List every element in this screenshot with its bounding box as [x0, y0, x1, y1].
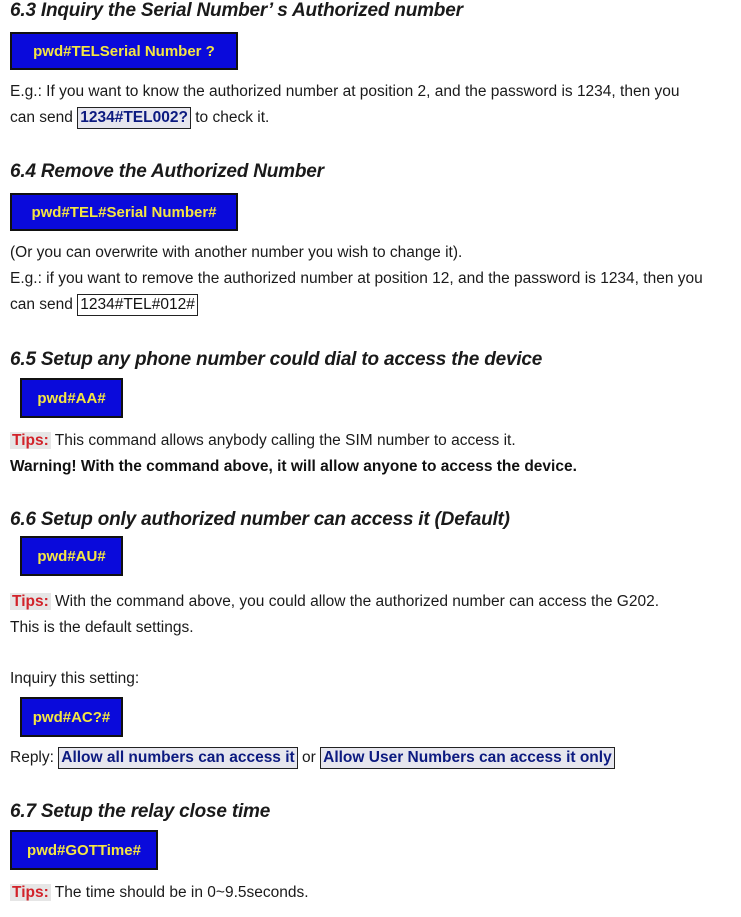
send-prefix: can send [10, 296, 78, 313]
reply-line [10, 745, 615, 771]
send-prefix: can send [10, 109, 78, 126]
tips-label: Tips: [12, 884, 49, 901]
tips-label: Tips: [12, 593, 49, 610]
inquiry-setting-label: Inquiry this setting: [10, 670, 140, 687]
command-box-aa: pwd#AA# [20, 378, 123, 418]
reply-option-allow-user: Allow User Numbers can access it only [320, 747, 615, 769]
section-6-3-heading: 6.3 Inquiry the Serial Number’ s Authorized number [10, 0, 463, 21]
send-suffix: to check it. [190, 109, 270, 126]
command-box-gottime: pwd#GOTTime# [10, 830, 158, 870]
section-6-4-heading: 6.4 Remove the Authorized Number [10, 161, 324, 182]
inline-code-1234-tel-012: 1234#TEL#012# [77, 294, 198, 316]
section-6-7-heading: 6.7 Setup the relay close time [10, 801, 271, 822]
tips-label: Tips: [12, 432, 49, 449]
command-box-tel-serial-inquiry: pwd#TELSerial Number ? [10, 32, 238, 70]
tips-text: The time should be in 0~9.5seconds. [50, 884, 309, 901]
reply-option-allow-all: Allow all numbers can access it [58, 747, 297, 769]
section-6-4-example-line2 [10, 292, 198, 318]
section-6-7-tips [10, 880, 309, 906]
section-6-3-example-line2 [10, 105, 269, 131]
reply-label: Reply: [10, 749, 59, 766]
inline-code-1234-tel002: 1234#TEL002? [77, 107, 191, 129]
section-6-4-example-line1: E.g.: if you want to remove the authorized number at position 12, and the password is 1234, then you [10, 270, 703, 287]
section-6-6-default-note: This is the default settings. [10, 619, 194, 636]
command-box-tel-remove: pwd#TEL#Serial Number# [10, 193, 238, 231]
section-6-5-heading: 6.5 Setup any phone number could dial to access the device [10, 349, 543, 370]
section-6-5-warning: Warning! With the command above, it will allow anyone to access the device. [10, 458, 577, 475]
command-box-ac-inquiry: pwd#AC?# [20, 697, 123, 737]
tips-text: This command allows anybody calling the SIM number to access it. [50, 432, 516, 449]
command-box-au: pwd#AU# [20, 536, 123, 576]
section-6-5-tips [10, 428, 516, 454]
section-6-6-tips [10, 589, 659, 615]
section-6-3-example-line1: E.g.: If you want to know the authorized number at position 2, and the password is 1234, then you [10, 83, 680, 100]
tips-text: With the command above, you could allow the authorized number can access the G202. [50, 593, 660, 610]
section-6-4-note: (Or you can overwrite with another number you wish to change it). [10, 244, 463, 261]
section-6-6-heading: 6.6 Setup only authorized number can access it (Default) [10, 509, 510, 530]
reply-or: or [297, 749, 321, 766]
